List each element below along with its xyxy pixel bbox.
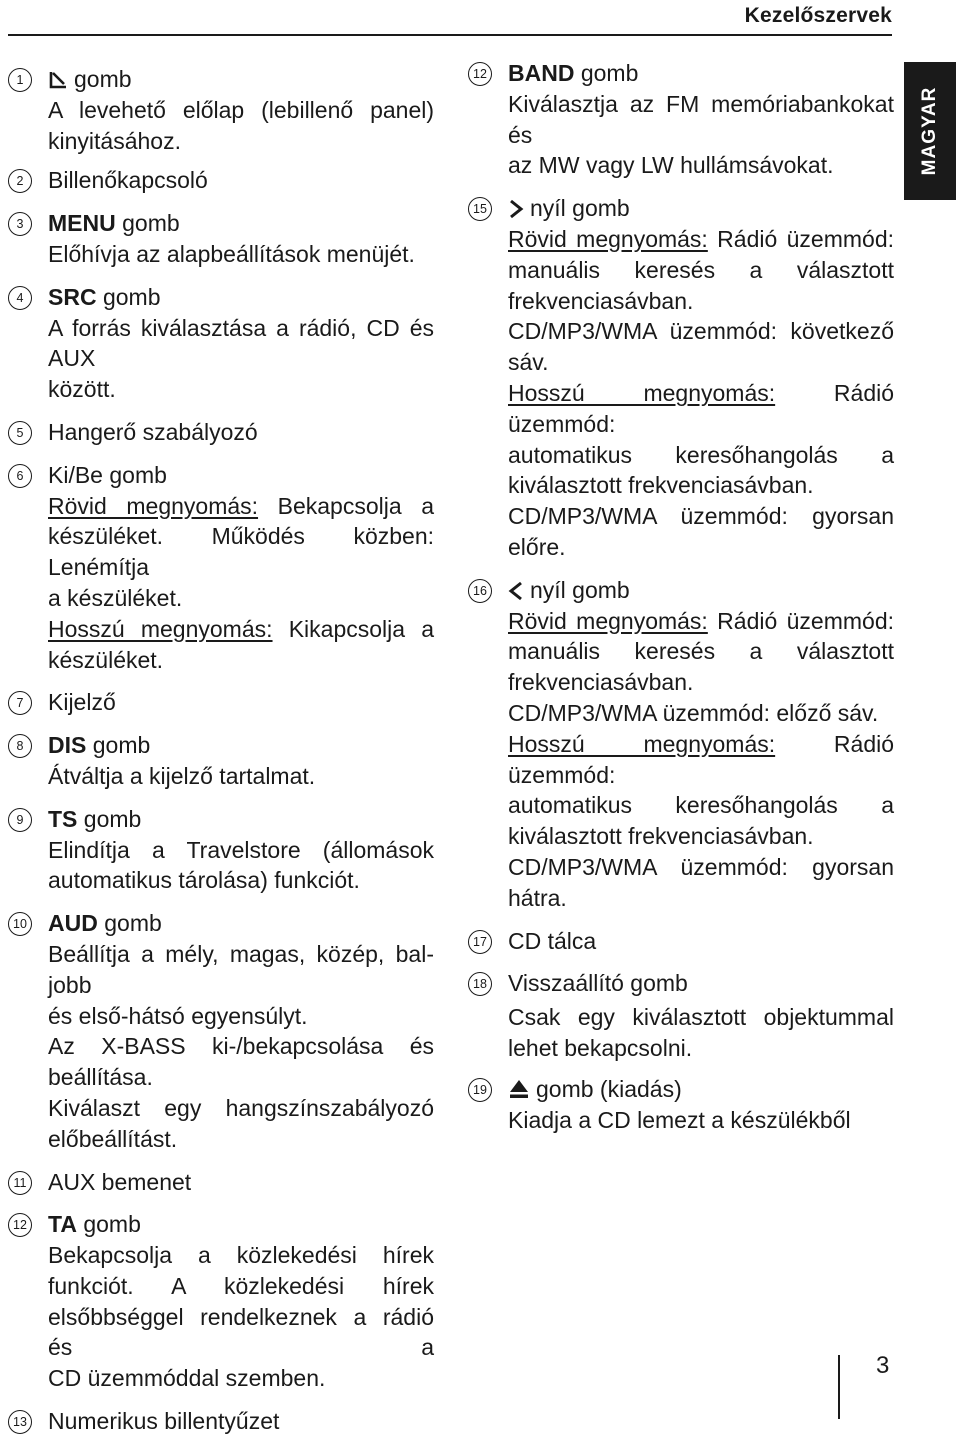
item-desc: lehet bekapcsolni.	[508, 1034, 693, 1061]
item-desc: automatikus keresőhangolás a	[508, 441, 894, 468]
item-desc: frekvenciasávban.	[508, 669, 694, 696]
item-number: 4	[8, 286, 32, 310]
item-number: 15	[468, 197, 492, 221]
item-number: 10	[8, 912, 32, 936]
item-desc: manuális keresés a választott	[508, 256, 894, 283]
item-number: 5	[8, 421, 32, 445]
language-tab	[904, 62, 956, 200]
item-desc: Az X-BASS ki-/bekapcsolása és	[48, 1033, 434, 1060]
long-press-label: Hosszú megnyomás:	[508, 379, 776, 406]
item-title: Visszaállító gomb	[508, 970, 688, 997]
item-title: Hangerő szabályozó	[48, 418, 258, 445]
item-number: 13	[8, 1410, 32, 1434]
item-desc: az MW vagy LW hullámsávokat.	[508, 152, 834, 179]
item-desc: Rádió üzemmód:	[508, 730, 895, 788]
item-desc: CD/MP3/WMA üzemmód: gyorsan	[508, 853, 894, 880]
item-title: gomb	[74, 66, 132, 92]
item-title: gomb	[115, 210, 180, 237]
long-press-label: Hosszú megnyomás:	[508, 730, 776, 757]
item-desc: Kikapcsolja a	[272, 615, 434, 642]
long-press-label: Hosszú megnyomás:	[48, 615, 273, 642]
item-number: 19	[468, 1078, 492, 1102]
item-number: 12	[8, 1213, 32, 1237]
item-desc: Rádió üzemmód:	[707, 225, 895, 252]
item-number: 8	[8, 734, 32, 758]
item-title: gomb	[97, 910, 162, 937]
item-title: nyíl gomb	[530, 576, 630, 603]
item-desc: sáv.	[508, 349, 549, 376]
item-number: 9	[8, 808, 32, 832]
item-number: 12	[468, 62, 492, 86]
item-desc: kinyitásához.	[48, 127, 181, 154]
item-title: gomb	[76, 1211, 141, 1238]
item-desc: készüléket.	[48, 646, 164, 673]
short-press-label: Rövid megnyomás:	[508, 225, 708, 252]
item-key: AUD	[48, 910, 98, 937]
item-desc: Bekapcsolja a	[258, 492, 435, 519]
flip-panel-icon	[48, 70, 68, 90]
item-desc: hátra.	[508, 884, 567, 911]
item-key: TA	[48, 1211, 77, 1238]
item-number: 6	[8, 464, 32, 488]
item-title: gomb	[77, 805, 142, 832]
language-tab-label: MAGYAR	[919, 86, 940, 176]
item-desc: Rádió üzemmód:	[707, 607, 895, 634]
item-desc: készüléket. Működés közben: Lenémítja	[48, 523, 434, 581]
item-desc: CD üzemmóddal szemben.	[48, 1365, 326, 1392]
item-number: 11	[8, 1171, 32, 1195]
left-column	[8, 64, 434, 1437]
list-item-12	[8, 1209, 434, 1394]
item-desc: Előhívja az alapbeállítások menüjét.	[48, 240, 415, 267]
arrow-right-icon	[508, 199, 524, 219]
item-key: BAND	[508, 60, 575, 86]
item-desc: Kiadja a CD lemezt a készülékből	[508, 1106, 851, 1133]
item-desc: között.	[48, 376, 116, 403]
item-title: Numerikus billentyűzet	[48, 1408, 280, 1435]
item-desc: manuális keresés a választott	[508, 638, 894, 665]
page-number: 3	[876, 1352, 890, 1379]
header-rule	[8, 34, 892, 36]
item-key: TS	[48, 805, 78, 832]
right-column	[468, 58, 894, 1135]
item-number: 16	[468, 579, 492, 603]
item-desc: kiválasztott frekvenciasávban.	[508, 823, 814, 850]
item-number: 3	[8, 212, 32, 236]
list-item-15	[468, 193, 894, 563]
item-title: Billenőkapcsoló	[48, 167, 208, 194]
list-item-8	[8, 730, 434, 792]
item-desc: Rádió üzemmód:	[508, 379, 895, 437]
item-number: 18	[468, 972, 492, 996]
item-desc: előre.	[508, 533, 566, 560]
list-item-band	[468, 58, 894, 181]
list-item-13	[8, 1406, 434, 1437]
item-title: gomb	[574, 60, 639, 86]
item-desc: kiválasztott frekvenciasávban.	[508, 472, 814, 499]
item-key: SRC	[48, 283, 97, 310]
item-desc: CD/MP3/WMA üzemmód: előző sáv.	[508, 699, 879, 726]
item-key: DIS	[48, 732, 87, 759]
item-desc: elsőbbséggel rendelkeznek a rádió és a	[48, 1303, 434, 1361]
item-title: AUX bemenet	[48, 1168, 192, 1195]
list-item-1	[8, 64, 434, 156]
list-item-16	[468, 575, 894, 914]
eject-icon	[508, 1078, 530, 1100]
item-desc: frekvenciasávban.	[508, 287, 694, 314]
item-number: 17	[468, 930, 492, 954]
item-desc: előbeállítást.	[48, 1125, 178, 1152]
item-desc: beállítása.	[48, 1064, 153, 1091]
item-desc: automatikus keresőhangolás a	[508, 792, 894, 819]
short-press-label: Rövid megnyomás:	[48, 492, 259, 519]
list-item-11	[8, 1167, 434, 1198]
item-title: gomb	[86, 732, 151, 759]
list-item-9	[8, 804, 434, 896]
item-title: Ki/Be gomb	[48, 461, 167, 488]
short-press-label: Rövid megnyomás:	[508, 607, 708, 634]
footer-rule	[838, 1355, 840, 1419]
arrow-left-icon	[508, 581, 524, 601]
item-desc: és első-hátsó egyensúlyt.	[48, 1002, 308, 1029]
list-item-4	[8, 282, 434, 405]
item-desc: Kiválaszt egy hangszínszabályozó	[48, 1094, 434, 1121]
list-item-5	[8, 417, 434, 448]
list-item-10	[8, 908, 434, 1154]
page-section-title: Kezelőszervek	[744, 4, 892, 27]
list-item-19	[468, 1074, 894, 1136]
item-title: gomb	[96, 283, 161, 310]
item-desc: Kiválasztja az FM memóriabankokat és	[508, 90, 894, 148]
list-item-2	[8, 165, 434, 196]
list-item-18	[468, 968, 894, 1063]
item-desc: Bekapcsolja a közlekedési hírek	[48, 1242, 434, 1269]
list-item-3	[8, 208, 434, 270]
item-desc: CD/MP3/WMA üzemmód: következő	[508, 318, 894, 345]
item-number: 7	[8, 691, 32, 715]
item-desc: Átváltja a kijelző tartalmat.	[48, 762, 316, 789]
item-desc: Elindítja a Travelstore (állomások	[48, 836, 434, 863]
item-desc: automatikus tárolása) funkciót.	[48, 867, 360, 894]
item-number: 2	[8, 169, 32, 193]
item-number: 1	[8, 68, 32, 92]
item-title: gomb (kiadás)	[536, 1075, 682, 1102]
item-title: CD tálca	[508, 927, 597, 954]
item-desc: CD/MP3/WMA üzemmód: gyorsan	[508, 503, 894, 530]
item-desc: funkciót. A közlekedési hírek	[48, 1272, 434, 1299]
item-key: MENU	[48, 210, 116, 237]
item-desc: A levehető előlap (lebillenő panel)	[48, 96, 434, 123]
item-desc: A forrás kiválasztása a rádió, CD és AUX	[48, 314, 434, 372]
item-title: Kijelző	[48, 689, 116, 716]
item-desc: Csak egy kiválasztott objektummal	[508, 1004, 894, 1031]
item-desc: a készüléket.	[48, 584, 183, 611]
list-item-7	[8, 687, 434, 718]
list-item-6	[8, 460, 434, 676]
list-item-17	[468, 926, 894, 957]
item-desc: Beállítja a mély, magas, közép, bal-jobb	[48, 940, 434, 998]
item-title: nyíl gomb	[530, 195, 630, 222]
